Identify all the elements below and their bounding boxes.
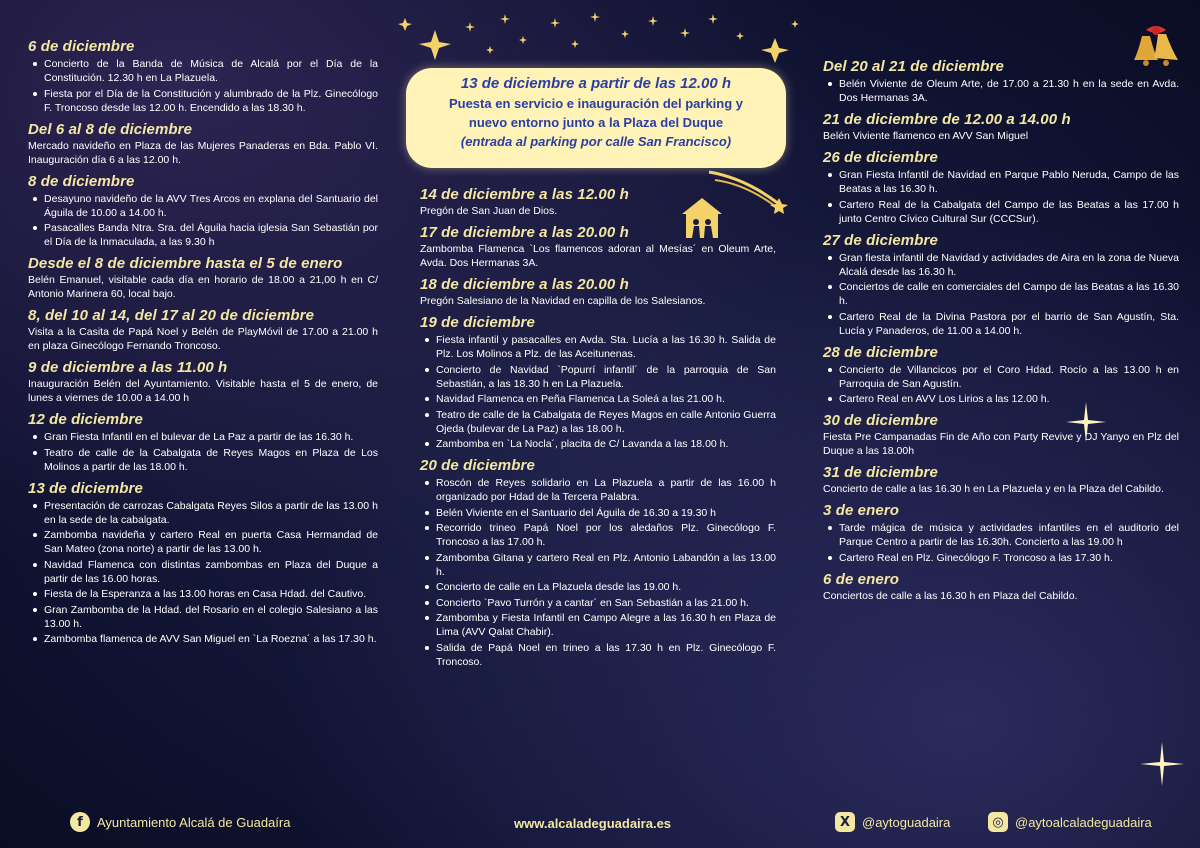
event-date: 21 de diciembre de 12.00 a 14.00 h <box>823 111 1071 128</box>
events-column-2 <box>420 186 776 675</box>
event-section <box>823 464 1179 496</box>
event-item: Cartero Real de la Cabalgata del Campo de las Beatas a las 17.00 h junto Centro Cívico Cultural Sur (CCCSur). <box>823 198 1179 226</box>
event-item: Concierto de Villancicos por el Coro Hdad. Rocío a las 13.00 h en Parroquia de San Agustín. <box>823 363 1179 391</box>
event-date: 26 de diciembre <box>823 149 938 166</box>
event-item: Zambomba y Fiesta Infantil en Campo Alegre a las 16.30 h en Plaza de Lima (AVV Qalat Chabir). <box>420 611 776 639</box>
event-item: Conciertos de calle en comerciales del Campo de las Beatas a las 16.30 h. <box>823 280 1179 308</box>
event-section <box>823 232 1179 338</box>
event-item: Roscón de Reyes solidario en La Plazuela a partir de las 16.00 h organizado por Hdad de la Tercera Palabra. <box>420 476 776 504</box>
event-item: Concierto `Pavo Turrón y a cantar´ en San Sebastián a las 21.00 h. <box>420 596 776 610</box>
event-description: Fiesta Pre Campanadas Fin de Año con Party Revive y DJ Yanyo en Plz del Duque a las 18.00h <box>823 431 1179 457</box>
event-item: Teatro de calle de la Cabalgata de Reyes Magos en calle Antonio Guerra Ojeda (bulevar de La Paz) a las 18.00 h. <box>420 408 776 436</box>
event-item: Pasacalles Banda Ntra. Sra. del Águila hacia iglesia San Sebastián por el Día de la Inmaculada, a las 9.30 h <box>28 221 378 249</box>
event-list <box>823 168 1179 226</box>
event-list <box>823 77 1179 105</box>
event-description: Concierto de calle a las 16.30 h en La Plazuela y en la Plaza del Cabildo. <box>823 483 1164 495</box>
event-item: Cartero Real en AVV Los Lirios a las 12.00 h. <box>823 392 1179 406</box>
event-date: Del 6 al 8 de diciembre <box>28 120 193 138</box>
footer-x[interactable] <box>835 812 950 832</box>
event-list <box>823 251 1179 338</box>
event-section <box>28 173 378 250</box>
event-date: 18 de diciembre a las 20.00 h <box>420 276 629 293</box>
event-description: Zambomba Flamenca `Los flamencos adoran al Mesías´ en Oleum Arte, Avda. Dos Hermanas 3A. <box>420 243 776 269</box>
event-date: 31 de diciembre <box>823 464 938 481</box>
event-section <box>28 359 378 405</box>
event-section <box>823 149 1179 226</box>
stars-icon <box>395 8 805 74</box>
footer-website[interactable] <box>514 815 671 833</box>
event-item: Gran Fiesta Infantil de Navidad en Parque Pablo Neruda, Campo de las Beatas a las 16.30 h. <box>823 168 1179 196</box>
event-section <box>420 224 776 270</box>
x-handle: @aytoguadaira <box>862 814 951 830</box>
event-section <box>420 186 776 218</box>
event-description: Mercado navideño en Plaza de las Mujeres Panaderas en Bda. Pablo VI. Inauguración día 6 a las 12.00 h. <box>28 139 378 166</box>
event-section <box>28 38 378 115</box>
facebook-icon: f <box>70 812 90 832</box>
event-section <box>823 412 1179 458</box>
event-date: Desde el 8 de diciembre hasta el 5 de enero <box>28 255 343 272</box>
event-date: 6 de diciembre <box>28 38 135 55</box>
event-description: Inauguración Belén del Ayuntamiento. Visitable hasta el 5 de enero, de lunes a viernes de 10.00 a 14.00 h <box>28 378 378 404</box>
event-item: Navidad Flamenca con distintas zambombas en Plaza del Duque a partir de las 16.00 horas. <box>28 558 378 586</box>
highlight-note: (entrada al parking por calle San Francisco) <box>460 134 732 149</box>
event-description: Belén Emanuel, visitable cada día en horario de 18.00 a 21,00 h en C/ Antonio Marinera 60, local bajo. <box>28 274 378 300</box>
event-list <box>28 430 378 474</box>
event-item: Gran fiesta infantil de Navidad y actividades de Aira en la zona de Nueva Alcalá desde las 16.30 h. <box>823 251 1179 279</box>
event-description: Conciertos de calle a las 16.30 h en Plaza del Cabildo. <box>823 589 1078 602</box>
event-item: Concierto de Navidad `Popurrí infantil´ de la parroquia de San Sebastián, a las 18.30 h en La Plazuela. <box>420 363 776 391</box>
event-date: 12 de diciembre <box>28 411 143 428</box>
event-item: Cartero Real en Plz. Ginecólogo F. Troncoso a las 17.30 h. <box>823 551 1179 565</box>
event-item: Concierto de calle en La Plazuela desde las 19.00 h. <box>420 580 776 594</box>
event-date: Del 20 al 21 de diciembre <box>823 58 1004 75</box>
highlight-line1: Puesta en servicio e inauguración del parking y <box>448 96 744 111</box>
event-section <box>823 344 1179 407</box>
event-section <box>28 480 378 647</box>
events-column-1 <box>28 38 378 652</box>
event-date: 19 de diciembre <box>420 314 535 331</box>
footer-instagram[interactable] <box>988 812 1152 832</box>
instagram-icon: ◎ <box>988 812 1008 832</box>
event-section <box>28 121 378 167</box>
event-section <box>823 58 1179 105</box>
event-item: Fiesta infantil y pasacalles en Avda. Sta. Lucía a las 16.30 h. Salida de Plz. Los Molinos a Plz. de las Aceitunenas. <box>420 333 776 361</box>
highlight-announcement <box>406 68 786 168</box>
event-date: 9 de diciembre a las 11.00 h <box>28 359 228 376</box>
event-section <box>823 111 1179 143</box>
event-description: Pregón de San Juan de Dios. <box>420 205 558 217</box>
event-date: 8 de diciembre <box>28 172 135 190</box>
event-section <box>420 314 776 451</box>
event-item: Belén Viviente en el Santuario del Águila de 16.30 a 19.30 h <box>420 506 776 520</box>
event-section <box>420 276 776 308</box>
event-section <box>28 255 378 301</box>
event-date: 27 de diciembre <box>823 231 938 249</box>
event-item: Fiesta de la Esperanza a las 13.00 horas en Casa Hdad. del Cautivo. <box>28 587 378 601</box>
event-list <box>28 192 378 250</box>
event-date: 6 de enero <box>823 570 900 588</box>
event-item: Desayuno navideño de la AVV Tres Arcos en explana del Santuario del Águila de 10.00 a 14.00 h. <box>28 192 378 220</box>
facebook-label: Ayuntamiento Alcalá de Guadaíra <box>97 814 291 830</box>
website-link[interactable]: www.alcaladeguadaira.es <box>514 816 672 831</box>
event-section <box>823 502 1179 565</box>
event-description: Visita a la Casita de Papá Noel y Belén de PlayMóvil de 17.00 a 21.00 h en plaza Ginecólogo Fernando Troncoso. <box>28 326 378 352</box>
event-list <box>420 476 776 669</box>
event-description: Belén Viviente flamenco en AVV San Miguel <box>823 130 1029 142</box>
event-item: Gran Fiesta Infantil en el bulevar de La Paz a partir de las 16.30 h. <box>28 430 378 444</box>
event-item: Zambomba en `La Nocla´, placita de C/ Lavanda a las 18.00 h. <box>420 437 776 451</box>
event-item: Presentación de carrozas Cabalgata Reyes Silos a partir de las 13.00 h en la sede de la cabalgata. <box>28 499 378 527</box>
event-item: Belén Viviente de Oleum Arte, de 17.00 a 21.30 h en la sede en Avda. Dos Hermanas 3A. <box>823 77 1179 105</box>
event-section <box>823 571 1179 603</box>
event-date: 28 de diciembre <box>823 343 938 361</box>
event-date: 8, del 10 al 14, del 17 al 20 de diciembre <box>28 307 315 324</box>
event-item: Zambomba flamenca de AVV San Miguel en `La Roezna´ a las 17.30 h. <box>28 632 378 646</box>
event-date: 3 de enero <box>823 502 900 519</box>
event-item: Zambomba navideña y cartero Real en puerta Casa Hermandad de San Mateo (zona norte) a partir de las 13.00 h. <box>28 528 378 556</box>
event-list <box>28 57 378 115</box>
event-item: Salida de Papá Noel en trineo a las 17.30 h en Plz. Ginecólogo F. Troncoso. <box>420 641 776 669</box>
event-description: Pregón Salesiano de la Navidad en capilla de los Salesianos. <box>420 295 706 307</box>
event-list <box>823 363 1179 407</box>
event-item: Zambomba Gitana y cartero Real en Plz. Antonio Labandón a las 13.00 h. <box>420 551 776 579</box>
event-item: Fiesta por el Día de la Constitución y alumbrado de la Plz. Ginecólogo F. Troncoso desde las 12.00 h. Encendido a las 18.30 h. <box>28 87 378 115</box>
event-list <box>28 499 378 647</box>
event-list <box>420 333 776 451</box>
event-date: 30 de diciembre <box>823 412 938 429</box>
event-section <box>420 457 776 669</box>
instagram-handle: @aytoalcaladeguadaira <box>1015 814 1152 830</box>
event-item: Cartero Real de la Divina Pastora por el barrio de San Agustín, Sta. Lucía y Panaderos, de 11.00 a 14.00 h. <box>823 310 1179 338</box>
event-section <box>28 411 378 474</box>
event-date: 20 de diciembre <box>420 457 535 474</box>
x-icon: X <box>835 812 855 832</box>
event-item: Teatro de calle de la Cabalgata de Reyes Magos en Plaza de Los Molinos a partir de las 18.00 h. <box>28 446 378 474</box>
event-date: 17 de diciembre a las 20.00 h <box>420 224 629 241</box>
event-item: Navidad Flamenca en Peña Flamenca La Soleá a las 21.00 h. <box>420 392 776 406</box>
events-column-3 <box>823 58 1179 609</box>
event-list <box>823 521 1179 565</box>
event-item: Recorrido trineo Papá Noel por los aledaños Plz. Ginecólogo F. Troncoso a las 17.00 h. <box>420 521 776 549</box>
footer-facebook[interactable] <box>70 812 290 832</box>
event-date: 13 de diciembre <box>28 479 143 497</box>
event-date: 14 de diciembre a las 12.00 h <box>420 186 629 203</box>
event-item: Tarde mágica de música y actividades infantiles en el auditorio del Parque Centro a partir de las 16.30h. Concierto a las 19.00 h <box>823 521 1179 549</box>
highlight-line2: nuevo entorno junto a la Plaza del Duque <box>468 115 724 130</box>
event-section <box>28 307 378 353</box>
sparkle-icon <box>1140 742 1184 786</box>
event-item: Concierto de la Banda de Música de Alcalá por el Día de la Constitución. 12.30 h en La Plazuela. <box>28 57 378 85</box>
highlight-title: 13 de diciembre a partir de las 12.00 h <box>460 75 732 92</box>
event-item: Gran Zambomba de la Hdad. del Rosario en el colegio Salesiano a las 13.00 h. <box>28 603 378 631</box>
